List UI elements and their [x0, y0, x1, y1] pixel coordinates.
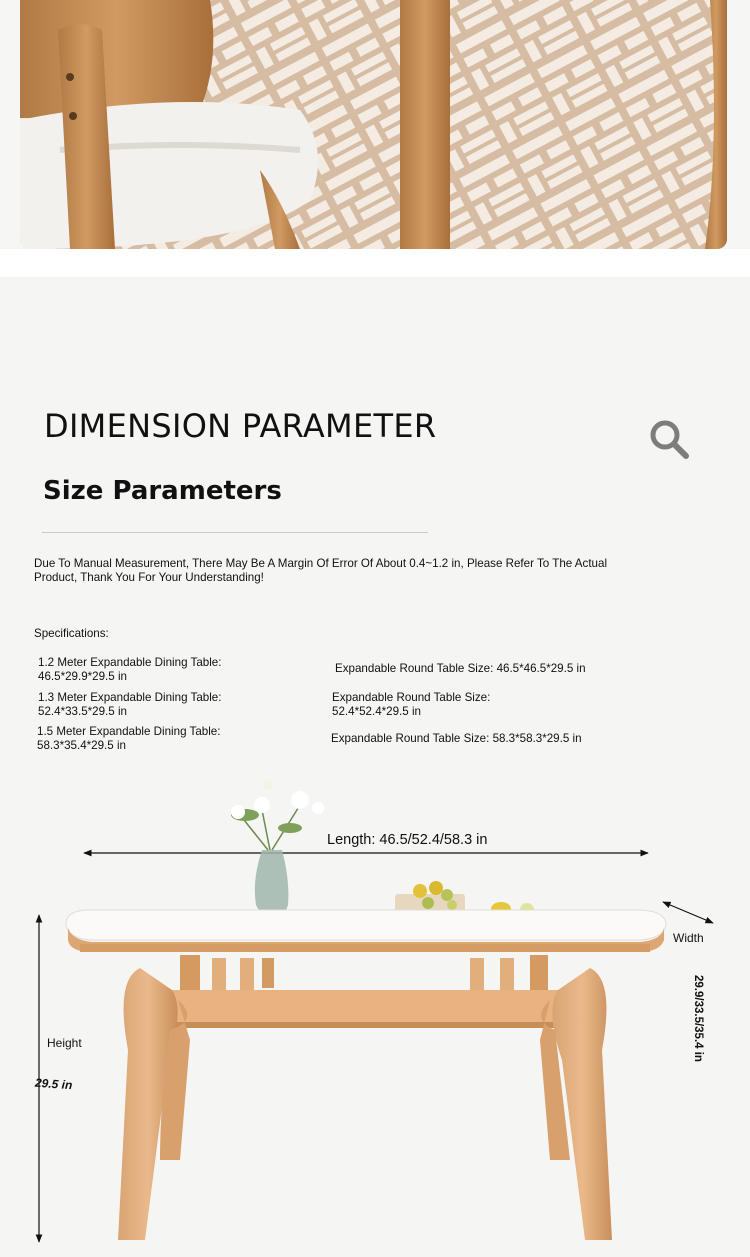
spec-left-3-size: 58.3*35.4*29.5 in	[37, 738, 126, 752]
length-label: Length: 46.5/52.4/58.3 in	[327, 832, 488, 848]
product-photo-chair	[20, 0, 727, 249]
spec-right-3-text: Expandable Round Table Size: 58.3*58.3*29.5 in	[331, 732, 582, 745]
spec-left-2-name: 1.3 Meter Expandable Dining Table:	[38, 691, 222, 704]
spec-right-2-size: 52.4*52.4*29.5 in	[332, 704, 421, 718]
width-arrow	[663, 902, 713, 923]
spec-left-3	[37, 725, 220, 752]
height-value: 29.5 in	[34, 1075, 73, 1093]
section-subtitle: Size Parameters	[43, 476, 282, 506]
spec-right-3	[331, 732, 582, 746]
page-title: DIMENSION PARAMETER	[44, 407, 437, 445]
spec-right-2-name: Expandable Round Table Size:	[332, 691, 491, 704]
width-value: 29.9/33.5/35.4 in	[692, 975, 704, 1062]
dining-table	[66, 910, 666, 1240]
chair-photo-illustration	[20, 0, 727, 249]
specifications-label: Specifications:	[34, 627, 109, 640]
spec-left-1-size: 46.5*29.9*29.5 in	[38, 669, 127, 683]
spec-left-1-name: 1.2 Meter Expandable Dining Table:	[38, 656, 222, 669]
divider	[42, 532, 428, 533]
spec-right-1-text: Expandable Round Table Size: 46.5*46.5*29.5 in	[335, 662, 586, 675]
vase-with-flowers	[231, 780, 324, 918]
spec-left-1	[38, 656, 221, 683]
measurement-note: Due To Manual Measurement, There May Be A Margin Of Error Of About 0.4~1.2 in, Please Refer To The Actual Product, Thank You For Your Understanding!	[34, 557, 608, 584]
height-label: Height	[47, 1036, 82, 1050]
search-icon[interactable]	[648, 418, 690, 460]
width-label: Width	[673, 931, 704, 945]
spec-left-3-name: 1.5 Meter Expandable Dining Table:	[37, 725, 221, 738]
spec-left-2-size: 52.4*33.5*29.5 in	[38, 704, 127, 718]
separator-band	[0, 249, 750, 277]
spec-right-1	[335, 662, 586, 676]
spec-right-2	[332, 691, 490, 718]
spec-left-2	[38, 691, 221, 718]
